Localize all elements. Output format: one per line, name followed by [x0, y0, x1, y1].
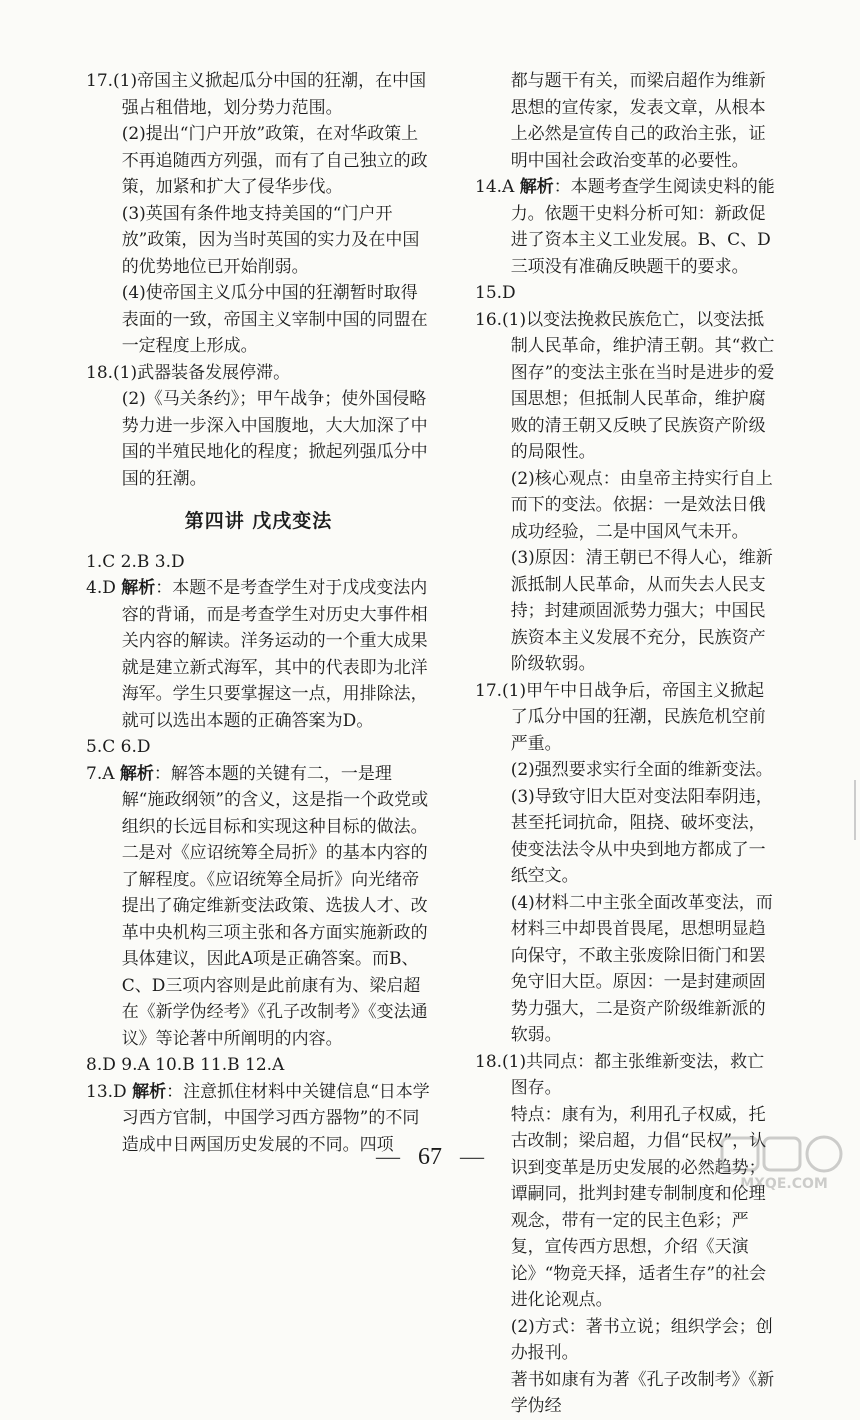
answer-17-1: 17.(1)帝国主义掀起瓜分中国的狂潮，在中国强占租借地，划分势力范围。 [86, 71, 427, 118]
answers-8-12: 8.D 9.A 10.B 11.B 12.A [86, 1055, 285, 1075]
answer-15: 15.D [475, 283, 516, 303]
svg-text:MXQE.COM: MXQE.COM [740, 1176, 828, 1192]
right-column [475, 68, 780, 1420]
scan-edge-mark [854, 780, 856, 840]
answers-1-3: 1.C 2.B 3.D [86, 551, 185, 572]
answer-18-1-features: 特点：康有为，利用孔子权威，托古改制；梁启超，力倡“民权”，认识到变革是历史发展的必然趋势；谭嗣同，批判封建专制制度和伦理观念，带有一定的民主色彩；严复，宣传西方思想，介绍《天演论》“物竞天择，适者生存”的社会进化论观点。 [510, 1104, 767, 1310]
page-dash-right: — [460, 1144, 484, 1170]
answer-17-4: (4)使帝国主义瓜分中国的狂潮暂时取得表面的一致，帝国主义宰制中国的同盟在一定程度上形成。 [121, 283, 428, 356]
answer-4 [86, 575, 431, 734]
answer-17-2: (2)提出“门户开放”政策，在对华政策上不再追随西方列强，而有了自己独立的政策，加紧和扩大了侵华步伐。 [121, 124, 428, 197]
answer-17-4-right: (4)材料二中主张全面改革变法，而材料三中却畏首畏尾，思想明显趋向保守，不敢主张废除旧衙门和罢免守旧大臣。原因：一是封建顽固势力强大，二是资产阶级维新派的软弱。 [510, 892, 773, 1045]
answer-18-1-right: 18.(1)共同点：都主张维新变法，救亡图存。 [475, 1051, 765, 1098]
answer-18-2-right: (2)方式：著书立说；组织学会；创办报刊。 [510, 1316, 773, 1363]
answers-5-6: 5.C 6.D [86, 737, 151, 757]
answer-16-3: (3)原因：清王朝已不得人心，维新派抵制人民革命，从而失去人民支持；封建顽固派势力强大；中国民族资本主义发展不充分，民族资产阶级软弱。 [510, 548, 773, 674]
page-dash-left: — [376, 1144, 400, 1170]
page-number: 67 [418, 1144, 442, 1170]
answer-17-3: (3)英国有条件地支持美国的“门户开放”政策，因为当时英国的实力及在中国的优势地位已开始削弱。 [121, 203, 420, 277]
answer-17-3-right: (3)导致守旧大臣对变法阳奉阴违，甚至托词抗命，阻挠、破坏变法，使变法法令从中央到地方都成了一纸空文。 [510, 786, 773, 886]
analysis-label: 解析 [132, 1081, 167, 1102]
answer-14-text: ：本题考查学生阅读史料的能力。依题干史料分析可知：新政促进了资本主义工业发展。B、C、D三项没有准确反映题干的要求。 [510, 177, 775, 277]
answer-7 [86, 761, 431, 1053]
answer-7-choice: 7.A [86, 763, 120, 784]
answer-4-choice: 4.D [86, 578, 122, 598]
answer-13-text: ：注意抓住材料中关键信息“日本学习西方官制，中国学习西方器物”的不同造成中日两国历史发展的不同。四项 [121, 1081, 430, 1155]
analysis-label: 解析 [121, 578, 156, 598]
watermark-logo-icon [720, 1134, 848, 1192]
section-title: 第四讲 戊戌变法 [184, 510, 333, 532]
answer-17-2-right: (2)强烈要求实行全面的维新变法。 [510, 760, 773, 780]
answer-18-2-books: 著书如康有为著《孔子改制考》《新学伪经 [510, 1369, 775, 1416]
analysis-label: 解析 [519, 177, 554, 197]
answer-4-text: ：本题不是考查学生对于戊戌变法内容的背诵，而是考查学生对历史大事件相关内容的解读。洋务运动的一个重大成果就是建立新式海军，其中的代表即为北洋海军。学生只要掌握这一点，用排除法，就可以选出本题的正确答案为D。 [121, 578, 428, 731]
answer-17-1-right: 17.(1)甲午中日战争后，帝国主义掀起了瓜分中国的狂潮，民族危机空前严重。 [475, 680, 766, 754]
answer-16-1: 16.(1)以变法挽救民族危亡，以变法抵制人民革命，维护清王朝。其“救亡图存”的变法主张在当时是进步的爱国思想；但抵制人民革命，维护腐败的清王朝又反映了民族资产阶级的局限性。 [475, 309, 775, 462]
left-column [86, 68, 431, 1158]
answer-14-choice: 14.A [475, 177, 520, 197]
answer-7-text: ：解答本题的关键有二，一是理解“施政纲领”的含义，这是指一个政党或组织的长远目标和实现这种目标的做法。二是对《应诏统筹全局折》的基本内容的了解程度。《应诏统筹全局折》向光绪帝提出了确定维新变法政策、选拔人才、改革中央机构三项主张和各方面实施新政的具体建议，因此A项是正确答案。而B、C、D三项内容则是此前康有为、梁启超在《新学伪经考》《孔子改制考》《变法通议》等论著中所阐明的内容。 [121, 763, 429, 1049]
answer-13-choice: 13.D [86, 1081, 133, 1102]
answer-14 [475, 174, 780, 280]
answer-18-2: (2)《马关条约》；甲午战争；使外国侵略势力进一步深入中国腹地，大大加深了中国的半殖民地化的程度；掀起列强瓜分中国的狂潮。 [121, 389, 428, 489]
answer-13-continued: 都与题干有关，而梁启超作为维新思想的宣传家，发表文章，从根本上必然是宣传自己的政治主张，证明中国社会政治变革的必要性。 [510, 71, 766, 171]
answer-16-2: (2)核心观点：由皇帝主持实行自上而下的变法。依据：一是效法日俄成功经验，二是中国风气未开。 [510, 468, 773, 542]
answer-18-1: 18.(1)武器装备发展停滞。 [86, 362, 291, 383]
analysis-label: 解析 [119, 763, 154, 784]
